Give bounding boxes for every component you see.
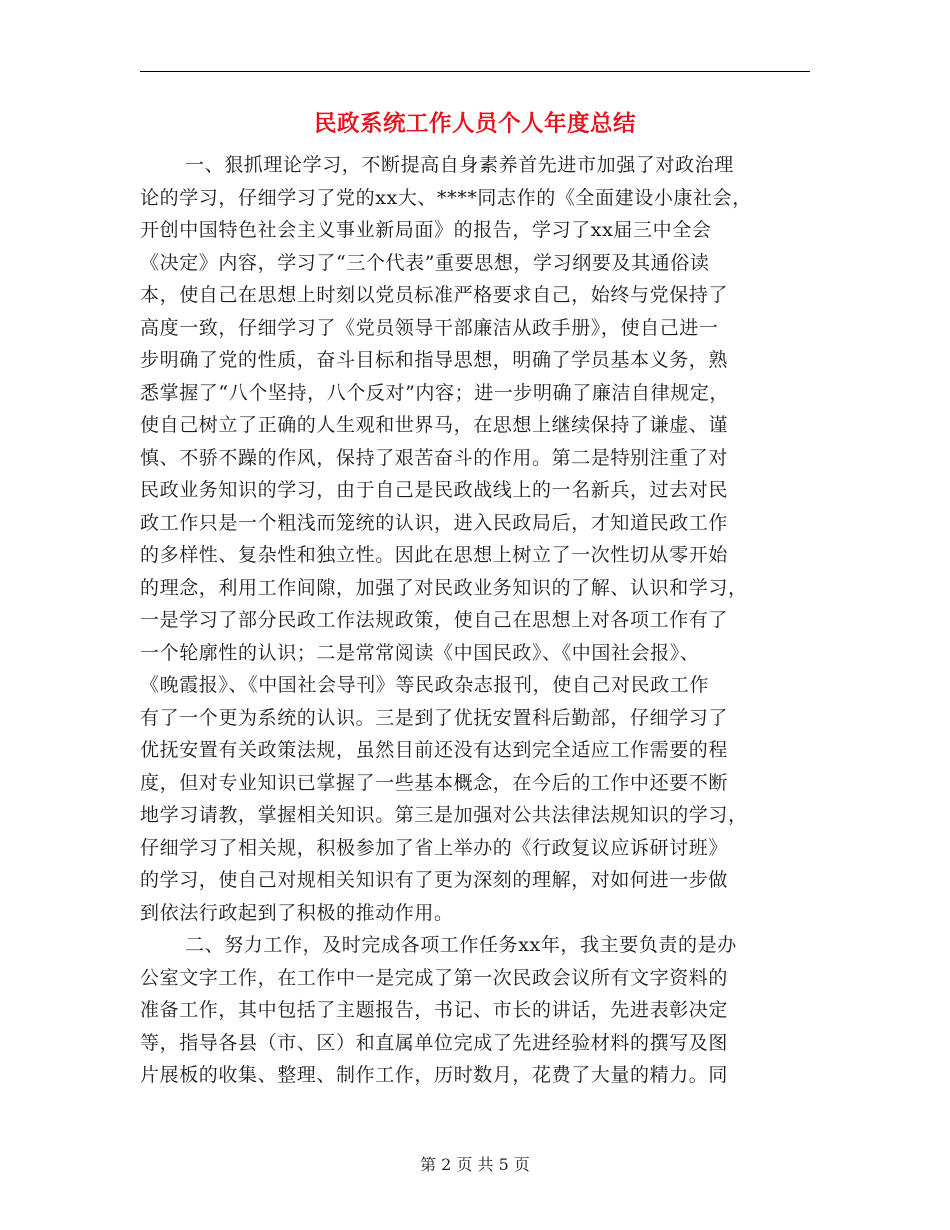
text-line: 度，但对专业知识已掌握了一些基本概念，在今后的工作中还要不断	[140, 771, 729, 794]
document-title: 民政系统工作人员个人年度总结	[313, 111, 636, 137]
text-line: 二、努力工作，及时完成各项工作任务xx年，我主要负责的是办	[185, 934, 737, 956]
text-line: 使自己树立了正确的人生观和世界马，在思想上继续保持了谦虚、谨	[140, 414, 729, 436]
text-line: 地学习请教，掌握相关知识。第三是加强对公共法律法规知识的学习，	[140, 804, 748, 826]
text-line: 开创中国特色社会主义事业新局面》的报告，学习了xx届三中全会	[140, 219, 712, 241]
text-line: 仔细学习了相关规，积极参加了省上举办的《行政复议应诉研讨班》	[140, 836, 729, 859]
text-line: 等，指导各县（市、区）和直属单位完成了先进经验材料的撰写及图	[140, 1031, 729, 1054]
text-line: 优抚安置有关政策法规，虽然目前还没有达到完全适应工作需要的程	[140, 739, 729, 761]
text-line: 步明确了党的性质，奋斗目标和指导思想，明确了学员基本义务，熟	[140, 349, 729, 371]
text-line: 的学习，使自己对规相关知识有了更为深刻的理解，对如何进一步做	[140, 869, 729, 891]
text-line: 民政业务知识的学习，由于自己是民政战线上的一名新兵，过去对民	[140, 479, 729, 501]
text-line: 一个轮廓性的认识；二是常常阅读《中国民政》、《中国社会报》、	[140, 641, 700, 664]
paragraph	[140, 929, 815, 1092]
page-number-footer: 第 2 页 共 5 页	[420, 1155, 530, 1174]
text-line: 一、狠抓理论学习，不断提高自身素养首先进市加强了对政治理	[185, 154, 734, 176]
text-line: 的多样性、复杂性和独立性。因此在思想上树立了一次性切从零开始	[140, 544, 729, 566]
text-line: 论的学习，仔细学习了党的xx大、****同志作的《全面建设小康社会，	[140, 186, 752, 209]
text-line: 一是学习了部分民政工作法规政策，使自己在思想上对各项工作有了	[140, 609, 729, 631]
text-line: 政工作只是一个粗浅而笼统的认识，进入民政局后，才知道民政工作	[140, 511, 729, 534]
text-line: 有了一个更为系统的认识。三是到了优抚安置科后勤部，仔细学习了	[140, 706, 729, 729]
text-line: 悉掌握了“八个坚持，八个反对”内容；进一步明确了廉洁自律规定，	[140, 381, 730, 404]
text-line: 片展板的收集、整理、制作工作，历时数月，花费了大量的精力。同	[140, 1064, 729, 1086]
text-line: 公室文字工作，在工作中一是完成了第一次民政会议所有文字资料的	[140, 966, 729, 989]
text-line: 到依法行政起到了积极的推动作用。	[140, 901, 454, 924]
text-line: 准备工作，其中包括了主题报告，书记、市长的讲话，先进表彰决定	[140, 999, 729, 1021]
text-line: 本，使自己在思想上时刻以党员标准严格要求自己，始终与党保持了	[140, 284, 729, 306]
text-line: 《晚霞报》、《中国社会导刊》等民政杂志报刊，使自己对民政工作	[140, 674, 710, 696]
document-body	[140, 149, 815, 1092]
text-line: 高度一致，仔细学习了《党员领导干部廉洁从政手册》，使自己进一	[140, 316, 719, 339]
header-rule	[140, 71, 810, 72]
text-line: 的理念，利用工作间隙，加强了对民政业务知识的了解、认识和学习，	[140, 576, 748, 599]
text-line: 慎、不骄不躁的作风，保持了艰苦奋斗的作用。第二是特别注重了对	[140, 446, 729, 469]
text-line: 《决定》内容，学习了“三个代表”重要思想，学习纲要及其通俗读	[140, 251, 710, 274]
paragraph	[140, 149, 815, 929]
